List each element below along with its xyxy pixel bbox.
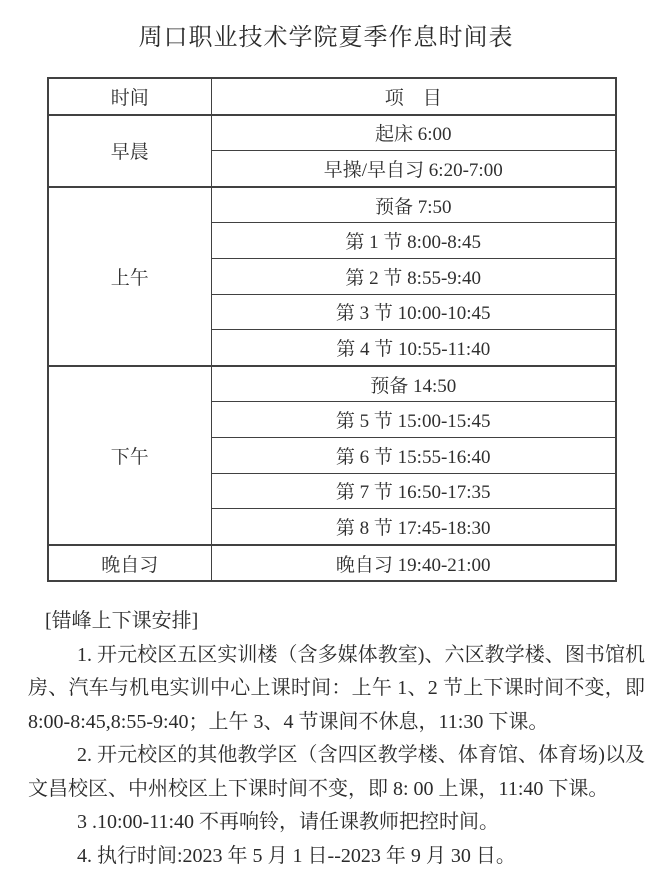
schedule-table: [47, 77, 617, 582]
schedule-row: [48, 366, 616, 402]
item-cell: 第 1 节 8:00-8:45: [211, 223, 616, 259]
period-cell: 下午: [48, 366, 211, 545]
note-paragraph: 2. 开元校区的其他教学区（含四区教学楼、体育馆、体育场)以及文昌校区、中州校区上下课时间不变，即 8: 00 上课，11:40 下课。: [28, 744, 645, 800]
item-cell: 第 8 节 17:45-18:30: [211, 509, 616, 545]
column-header-time: 时间: [48, 78, 211, 115]
note-paragraph: 3 .10:00-11:40 不再响铃，请任课教师把控时间。: [77, 811, 500, 834]
item-cell: 预备 14:50: [211, 366, 616, 402]
period-cell: 上午: [48, 187, 211, 366]
schedule-table-body: [48, 115, 616, 582]
item-cell: 晚自习 19:40-21:00: [211, 545, 616, 582]
period-cell: 晚自习: [48, 545, 211, 582]
item-cell: 早操/早自习 6:20-7:00: [211, 151, 616, 187]
item-cell: 第 4 节 10:55-11:40: [211, 330, 616, 366]
note-paragraph: 4. 执行时间:2023 年 5 月 1 日--2023 年 9 月 30 日。: [77, 844, 516, 867]
notes-heading: [错峰上下课安排]: [45, 610, 199, 633]
schedule-row: [48, 187, 616, 223]
item-cell: 第 2 节 8:55-9:40: [211, 258, 616, 294]
item-cell: 起床 6:00: [211, 115, 616, 151]
item-cell: 第 7 节 16:50-17:35: [211, 473, 616, 509]
page-title: 周口职业技术学院夏季作息时间表: [138, 25, 514, 51]
item-cell: 第 3 节 10:00-10:45: [211, 294, 616, 330]
column-header-item: 项 目: [211, 78, 616, 115]
item-cell: 第 5 节 15:00-15:45: [211, 402, 616, 438]
note-paragraph: 1. 开元校区五区实训楼（含多媒体教室)、六区教学楼、图书馆机房、汽车与机电实训中心上课时间：上午 1、2 节上下课时间不变，即 8:00-8:45,8:55-9:40；上午 3、4 节课间不休息，11:30 下课。: [28, 643, 645, 733]
table-header-row: [48, 78, 616, 115]
period-cell: 早晨: [48, 115, 211, 187]
schedule-row: [48, 545, 616, 582]
item-cell: 预备 7:50: [211, 187, 616, 223]
schedule-row: [48, 115, 616, 151]
item-cell: 第 6 节 15:55-16:40: [211, 437, 616, 473]
notes-section: [0, 605, 652, 873]
